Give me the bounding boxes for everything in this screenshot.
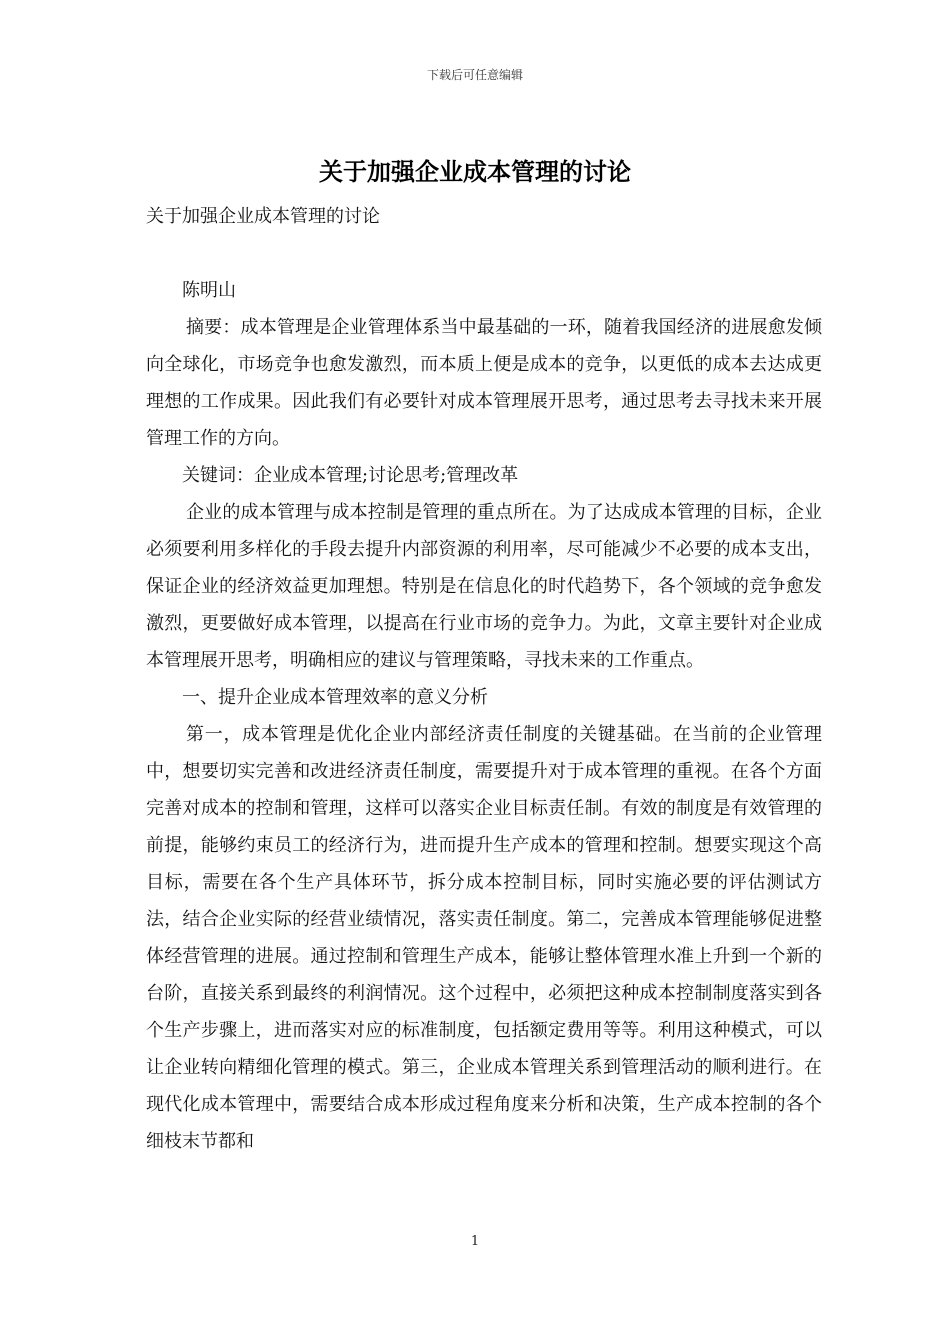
document-title: 关于加强企业成本管理的讨论 [319,157,631,186]
page-number: 1 [470,1234,480,1249]
section-heading: 一、提升企业成本管理效率的意义分析 [182,687,488,708]
section-paragraph: 第一，成本管理是优化企业内部经济责任制度的关键基础。在当前的企业管理中，想要切实完善和改进经济责任制度，需要提升对于成本管理的重视。在各个方面完善对成本的控制和管理，这样可以落实企业目标责任制。有效的制度是有效管理的前提，能够约束员工的经济行为，进而提升生产成本的管理和控制。想要实现这个高目标，需要在各个生产具体环节，拆分成本控制目标，同时实施必要的评估测试方法，结合企业实际的经营业绩情况，落实责任制度。第二，完善成本管理能够促进整体经营管理的进展。通过控制和管理生产成本，能够让整体管理水准上升到一个新的台阶，直接关系到最终的利润情况。这个过程中，必须把这种成本控制制度落实到各个生产步骤上，进而落实对应的标准制度，包括额定费用等等。利用这种模式，可以让企业转向精细化管理的模式。第三，企业成本管理关系到管理活动的顺利进行。在现代化成本管理中，需要结合成本形成过程角度来分析和决策，生产成本控制的各个细枝末节都和 [146,724,822,1152]
document-subtitle: 关于加强企业成本管理的讨论 [146,206,380,227]
document-body [146,198,822,1160]
blank-line [146,235,822,272]
keywords-line: 关键词：企业成本管理;讨论思考;管理改革 [182,465,519,486]
author-name: 陈明山 [182,280,236,301]
header-note: 下载后可任意编辑 [426,68,523,82]
abstract-paragraph: 摘要：成本管理是企业管理体系当中最基础的一环，随着我国经济的进展愈发倾向全球化，市场竞争也愈发激烈，而本质上便是成本的竞争，以更低的成本去达成更理想的工作成果。因此我们有必要针对成本管理展开思考，通过思考去寻找未来开展管理工作的方向。 [146,317,822,449]
intro-paragraph: 企业的成本管理与成本控制是管理的重点所在。为了达成成本管理的目标，企业必须要利用多样化的手段去提升内部资源的利用率，尽可能减少不必要的成本支出，保证企业的经济效益更加理想。特别是在信息化的时代趋势下，各个领域的竞争愈发激烈，更要做好成本管理，以提高在行业市场的竞争力。为此，文章主要针对企业成本管理展开思考，明确相应的建议与管理策略，寻找未来的工作重点。 [146,502,822,671]
